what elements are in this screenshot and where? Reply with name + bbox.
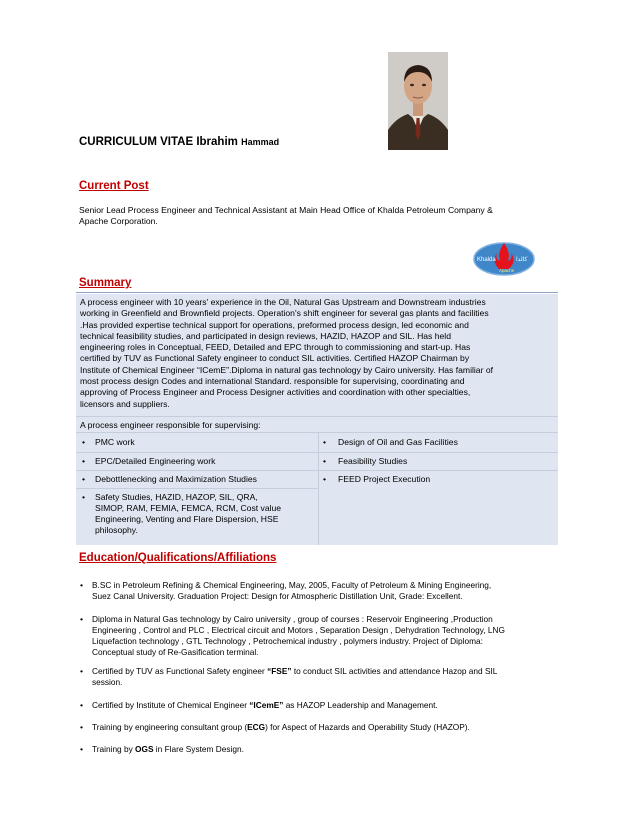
- summary-line-5: engineering roles in Conceptual, FEED, Detailed and EPC through to commissioning and start-up. Has: [80, 342, 471, 353]
- iceme-text-pre: Certified by Institute of Chemical Engineer: [92, 700, 250, 710]
- ecg-text-post: ) for Aspect of Hazards and Operability Study (HAZOP).: [265, 722, 470, 732]
- profile-photo: [388, 52, 448, 150]
- ogs-text-bold: OGS: [135, 744, 154, 754]
- bullet-icon: •: [80, 614, 84, 624]
- education-item-iceme: [92, 700, 578, 711]
- supervise-item-debottleneck: Debottlenecking and Maximization Studies: [95, 474, 257, 484]
- bullet-icon: •: [80, 580, 84, 590]
- safety-line-2: SIMOP, RAM, FEMIA, FEMCA, RCM, Cost value: [95, 503, 282, 513]
- safety-line-3: Engineering, Venting and Flare Dispersion, HSE: [95, 514, 279, 524]
- summary-rule-4: [76, 470, 558, 471]
- logo-text-right: كالدا: [516, 257, 528, 263]
- education-item-diploma: [92, 614, 578, 658]
- diploma-line-4: Conceptual study of Re-Gasification terminal.: [92, 647, 259, 657]
- ecg-text-pre: Training by engineering consultant group (: [92, 722, 248, 732]
- iceme-text-bold: “ICemE”: [249, 700, 284, 710]
- bsc-line-1: B.SC in Petroleum Refining & Chemical Engineering, May, 2005, Faculty of Petroleum & Mining Engineering,: [92, 580, 492, 590]
- current-post-line-2: Apache Corporation.: [79, 216, 158, 226]
- safety-line-1: Safety Studies, HAZID, HAZOP, SIL, QRA,: [95, 492, 258, 502]
- khalda-logo-icon: [473, 239, 535, 277]
- iceme-text-post: as HAZOP Leadership and Management.: [283, 700, 438, 710]
- summary-rule-5: [76, 488, 318, 489]
- bullet-icon: •: [82, 474, 86, 484]
- bullet-icon: •: [323, 474, 327, 484]
- summary-line-6: certified by TUV as Functional Safety engineer to conduct SIL activities. Certified HAZOP Chairman by: [80, 353, 470, 364]
- bullet-icon: •: [82, 437, 86, 447]
- bsc-line-2: Suez Canal University. Graduation Project: Design for Atmospheric Distillation Unit, Grade: Excellent.: [92, 591, 463, 601]
- ogs-text-pre: Training by: [92, 744, 136, 754]
- logo-text-left: Khalda: [477, 257, 496, 263]
- supervise-item-design: Design of Oil and Gas Facilities: [338, 437, 458, 447]
- cv-title-surname: Hammad: [241, 137, 280, 147]
- summary-line-3: .Has provided expertise technical support for operations, preformed process design, led economic and: [80, 319, 469, 330]
- diploma-line-1: Diploma in Natural Gas technology by Cairo university , group of courses : Reservoir Engineering ,Production: [92, 614, 493, 624]
- logo-caption: Apache: [499, 268, 515, 273]
- supervise-item-feasibility: Feasibility Studies: [338, 456, 408, 466]
- education-item-bsc: [92, 580, 578, 602]
- supervise-item-feed: FEED Project Execution: [338, 474, 431, 484]
- education-item-ogs: [92, 744, 578, 755]
- safety-line-4: philosophy.: [95, 525, 138, 535]
- ecg-text-bold: ECG: [247, 722, 266, 732]
- summary-column-divider: [318, 432, 319, 545]
- cv-title: [79, 136, 279, 148]
- portrait-image: [388, 52, 448, 150]
- diploma-line-2: Engineering , Control and PLC , Electrical circuit and Motors , Separation Design , Dehydration Technology, LNG: [92, 625, 505, 635]
- summary-rule-2: [76, 432, 558, 433]
- responsible-label: A process engineer responsible for supervising:: [80, 420, 261, 430]
- summary-line-10: licensors and suppliers.: [80, 398, 170, 409]
- current-post-line-1: Senior Lead Process Engineer and Technical Assistant at Main Head Office of Khalda Petroleum Company &: [79, 205, 493, 215]
- education-heading: Education/Qualifications/Affiliations: [79, 552, 277, 564]
- diploma-line-3: Liquefaction technology , GTL Technology , Petrochemical industry , polymers industry. Project of Diploma:: [92, 636, 483, 646]
- tuv-text-bold: “FSE”: [267, 666, 292, 676]
- current-post-text: [79, 205, 569, 227]
- supervise-item-epc: EPC/Detailed Engineering work: [95, 456, 216, 466]
- bullet-icon: •: [80, 722, 84, 732]
- cv-title-main: CURRICULUM VITAE Ibrahim: [79, 136, 238, 148]
- supervise-item-safety: [95, 492, 315, 536]
- current-post-heading: Current Post: [79, 180, 149, 192]
- tuv-text-post: to conduct SIL activities and attendance Hazop and SIL: [291, 666, 498, 676]
- bullet-icon: •: [80, 744, 84, 754]
- tuv-line-2: session.: [92, 677, 123, 687]
- bullet-icon: •: [80, 666, 84, 676]
- supervise-item-pmc: PMC work: [95, 437, 135, 447]
- bullet-icon: •: [82, 492, 86, 502]
- tuv-text-pre: Certified by TUV as Functional Safety engineer: [92, 666, 268, 676]
- ogs-text-post: in Flare System Design.: [153, 744, 244, 754]
- summary-rule-1: [76, 416, 558, 417]
- summary-rule-3: [76, 452, 558, 453]
- summary-line-7: Institute of Chemical Engineer “ICemE”.Diploma in natural gas technology by Cairo university. Has familiar of: [80, 364, 493, 375]
- education-item-tuv: [92, 666, 578, 688]
- summary-paragraph: [80, 297, 554, 410]
- education-item-ecg: [92, 722, 578, 733]
- summary-line-9: approving of Process Engineer and Process Designer activities and coordination with other specialties,: [80, 387, 471, 398]
- company-logo: [473, 239, 535, 277]
- summary-line-4: technical feasibility studies, and participated in design reviews, HAZID, HAZOP and SIL. Has held: [80, 330, 451, 341]
- bullet-icon: •: [323, 456, 327, 466]
- bullet-icon: •: [82, 456, 86, 466]
- summary-top-rule: [76, 292, 558, 293]
- summary-heading: Summary: [79, 277, 132, 289]
- summary-line-1: A process engineer with 10 years' experience in the Oil, Natural Gas Upstream and Downstream industries: [80, 297, 486, 307]
- bullet-icon: •: [323, 437, 327, 447]
- bullet-icon: •: [80, 700, 84, 710]
- summary-line-8: most process design Codes and international Standard. responsible for supervising, coordinating and: [80, 376, 465, 387]
- summary-line-2: working in Greenfield and Brownfield projects. Operation's shift engineer for several gas plants and facilities: [80, 308, 489, 319]
